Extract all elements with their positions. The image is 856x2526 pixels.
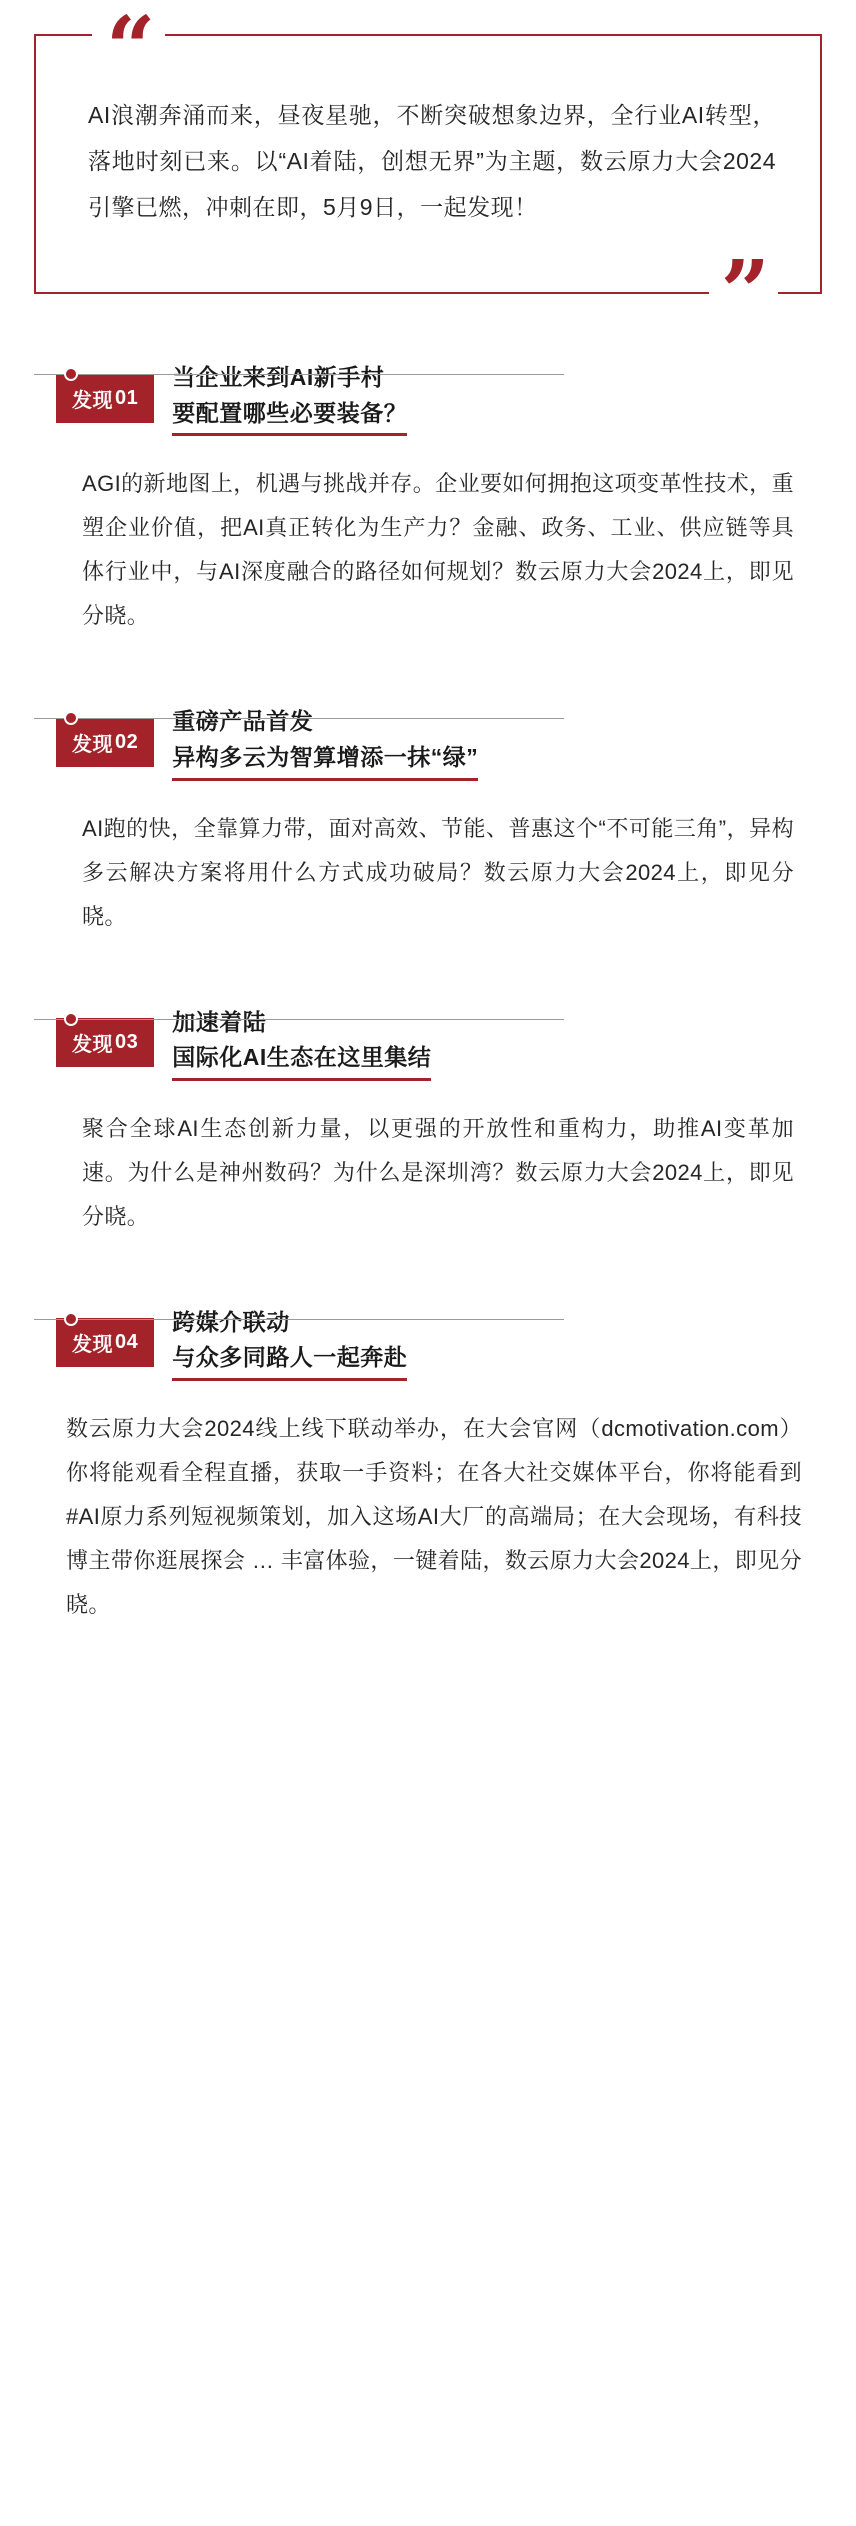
section-divider bbox=[34, 718, 564, 719]
section-titles bbox=[172, 704, 478, 780]
section-discovery-04 bbox=[34, 1305, 822, 1627]
section-divider bbox=[34, 1019, 564, 1020]
discovery-badge-label: 发现 bbox=[72, 733, 113, 756]
section-bullet-icon bbox=[64, 1012, 78, 1026]
section-title-line1: 加速着陆 bbox=[172, 1008, 267, 1035]
section-body: AGI的新地图上，机遇与挑战并存。企业要如何拥抱这项变革性技术，重塑企业价值，把AI真正转化为生产力？金融、政务、工业、供应链等具体行业中，与AI深度融合的路径如何规划？数云原力大会2024上，即见分晓。 bbox=[82, 471, 794, 629]
section-header bbox=[56, 1005, 822, 1081]
section-title-line1: 当企业来到AI新手村 bbox=[172, 364, 385, 390]
section-title-line2: 要配置哪些必要装备？ bbox=[172, 396, 407, 437]
section-title-line1: 重磅产品首发 bbox=[172, 708, 314, 735]
section-title-line2: 与众多同路人一起奔赴 bbox=[172, 1340, 407, 1381]
discovery-badge-number: 03 bbox=[115, 1031, 139, 1054]
section-body: 数云原力大会2024线上线下联动举办，在大会官网（dcmotivation.com）你将能观看全程直播，获取一手资料；在各大社交媒体平台，你将能看到#AI原力系列短视频策划，加入这场AI大厂的高端局；在大会现场，有科技博主带你逛展探会 … 丰富体验，一键着陆，数云原力大会2024上，即见分晓。 bbox=[66, 1416, 802, 1618]
discovery-badge-number: 04 bbox=[115, 1331, 139, 1354]
section-titles bbox=[172, 1305, 407, 1381]
section-discovery-03 bbox=[34, 1005, 822, 1239]
section-title-line2: 异构多云为智算增添一抹“绿” bbox=[172, 740, 478, 781]
section-titles bbox=[172, 1005, 431, 1081]
section-body: AI跑的快，全靠算力带，面对高效、节能、普惠这个“不可能三角”，异构多云解决方案将用什么方式成功破局？数云原力大会2024上，即见分晓。 bbox=[82, 815, 794, 929]
section-bullet-icon bbox=[64, 1312, 78, 1326]
discovery-badge-label: 发现 bbox=[72, 389, 113, 412]
quote-close-icon: ” bbox=[709, 250, 778, 336]
section-bullet-icon bbox=[64, 367, 78, 381]
section-header bbox=[56, 704, 822, 780]
discovery-badge-number: 02 bbox=[115, 730, 139, 753]
section-divider bbox=[34, 1319, 564, 1320]
discovery-badge-label: 发现 bbox=[72, 1334, 113, 1357]
quote-open-icon: “ bbox=[92, 6, 165, 92]
section-title-line1: 跨媒介联动 bbox=[172, 1308, 290, 1335]
section-discovery-01 bbox=[34, 360, 822, 638]
section-body: 聚合全球AI生态创新力量，以更强的开放性和重构力，助推AI变革加速。为什么是神州数码？为什么是深圳湾？数云原力大会2024上，即见分晓。 bbox=[82, 1115, 794, 1229]
pull-quote-block bbox=[34, 0, 822, 343]
discovery-badge bbox=[56, 718, 154, 767]
discovery-badge-number: 01 bbox=[115, 386, 139, 409]
section-title-line2: 国际化AI生态在这里集结 bbox=[172, 1040, 431, 1081]
section-header bbox=[56, 360, 822, 436]
pull-quote-text: AI浪潮奔涌而来，昼夜星驰，不断突破想象边界，全行业AI转型，落地时刻已来。以“AI着陆，创想无界”为主题，数云原力大会2024引擎已燃，冲刺在即，5月9日，一起发现！ bbox=[88, 102, 776, 220]
section-header bbox=[56, 1305, 822, 1381]
discovery-badge-label: 发现 bbox=[72, 1034, 113, 1057]
section-discovery-02 bbox=[34, 704, 822, 938]
section-titles bbox=[172, 360, 407, 436]
section-divider bbox=[34, 374, 564, 375]
